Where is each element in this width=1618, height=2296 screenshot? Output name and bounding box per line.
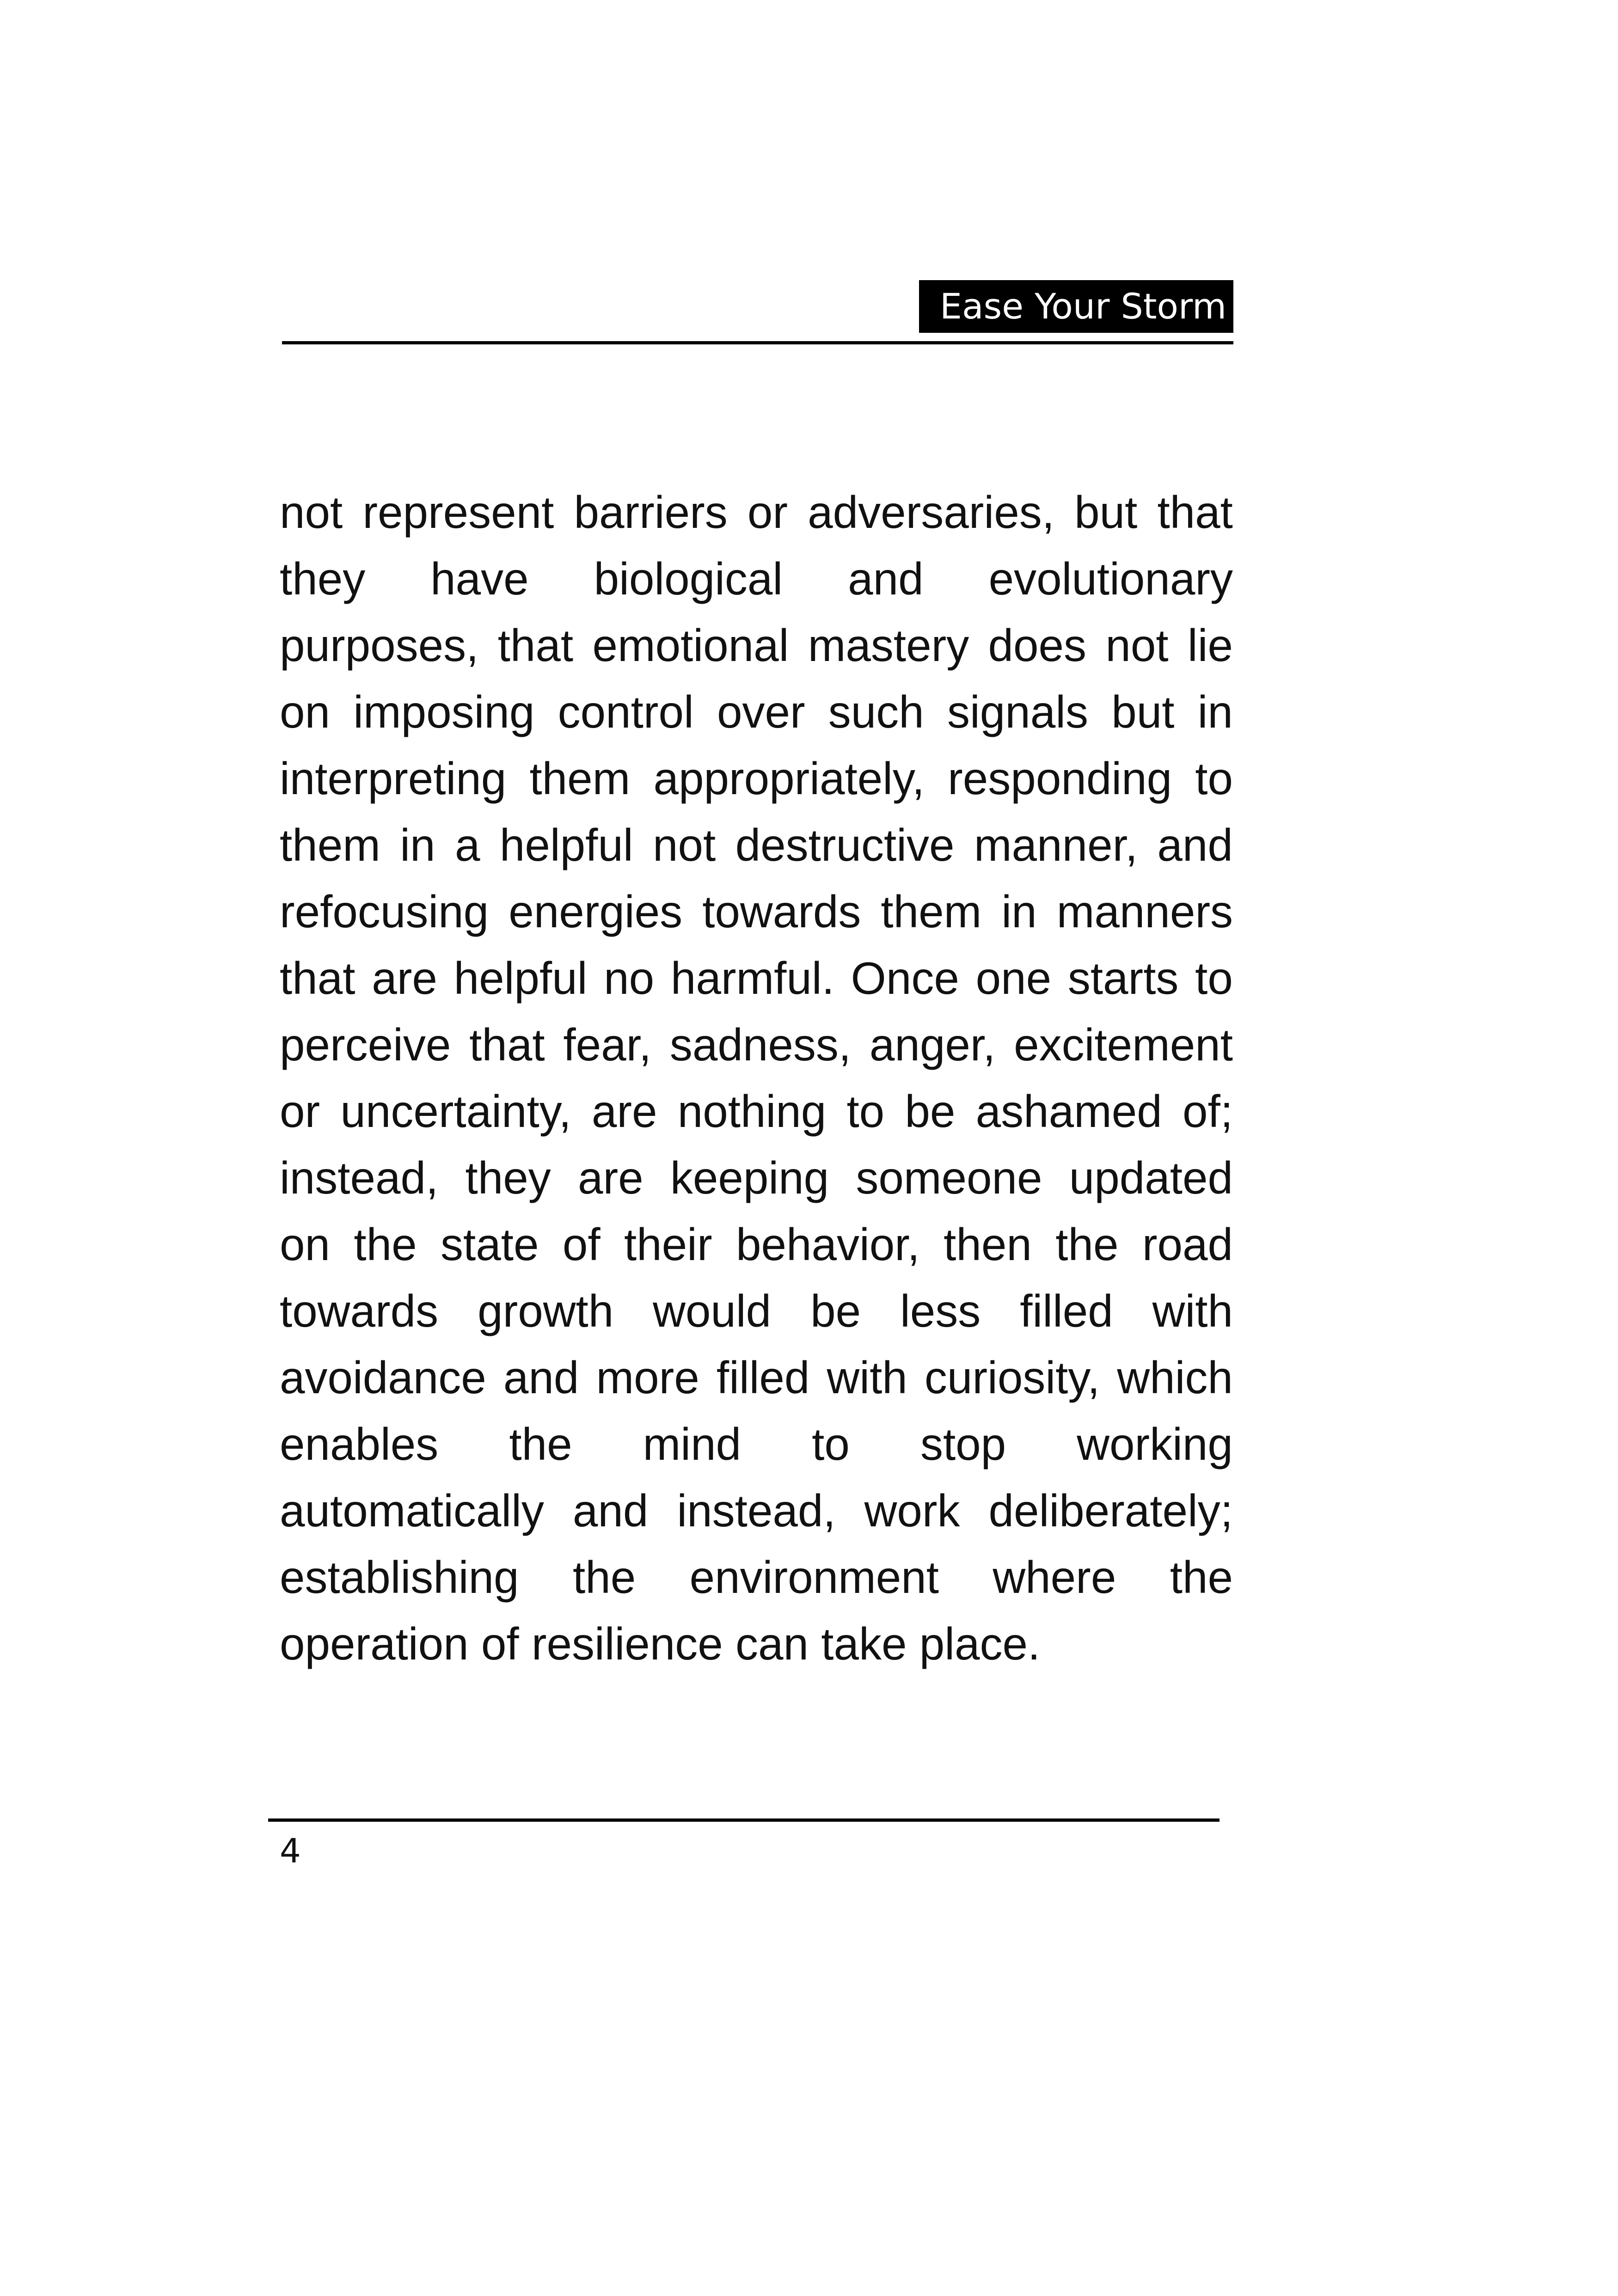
paragraph-word: filled: [716, 1352, 810, 1403]
paragraph-word: fear,: [563, 1019, 652, 1070]
paragraph-word: perceive: [280, 1019, 451, 1070]
paragraph-word: responding: [948, 753, 1172, 804]
paragraph-word: that: [469, 1019, 545, 1070]
paragraph-word: helpful: [454, 953, 588, 1004]
paragraph-word: on: [280, 686, 331, 737]
paragraph-word: mind: [643, 1419, 742, 1469]
page-number: 4: [280, 1831, 301, 1870]
paragraph-line: [280, 612, 1233, 679]
paragraph-word: energies: [509, 886, 683, 937]
paragraph-word: work: [864, 1485, 960, 1536]
paragraph-word: have: [430, 553, 529, 604]
paragraph-line: [280, 1344, 1233, 1411]
paragraph-word: road: [1142, 1219, 1233, 1270]
paragraph-last-line: operation of resilience can take place.: [280, 1618, 1041, 1669]
paragraph-word: evolutionary: [988, 553, 1233, 604]
paragraph-word: to: [846, 1086, 885, 1137]
paragraph-word: that: [1157, 487, 1233, 538]
paragraph-word: imposing: [353, 686, 535, 737]
paragraph-word: them: [881, 886, 982, 937]
paragraph-word: avoidance: [280, 1352, 486, 1403]
paragraph-word: and: [848, 553, 924, 604]
paragraph-line: [280, 1477, 1233, 1544]
paragraph-word: of;: [1182, 1086, 1233, 1137]
paragraph-line: [280, 1145, 1233, 1211]
paragraph-word: stop: [920, 1419, 1006, 1469]
paragraph-word: instead,: [280, 1152, 439, 1203]
paragraph-word: would: [653, 1286, 772, 1336]
paragraph-word: sadness,: [669, 1019, 852, 1070]
paragraph-word: which: [1117, 1352, 1233, 1403]
paragraph-word: on: [280, 1219, 331, 1270]
paragraph-word: adversaries,: [808, 487, 1054, 538]
paragraph-word: emotional: [592, 620, 789, 671]
paragraph-word: Once: [851, 953, 959, 1004]
paragraph-word: working: [1077, 1419, 1233, 1469]
paragraph-word: biological: [594, 553, 783, 604]
paragraph-word: barriers: [574, 487, 728, 538]
paragraph-word: or: [280, 1086, 320, 1137]
paragraph-word: a: [454, 820, 480, 870]
paragraph-word: but: [1111, 686, 1175, 737]
paragraph-word: less: [900, 1286, 981, 1336]
paragraph-word: the: [509, 1419, 572, 1469]
paragraph-word: and: [503, 1352, 579, 1403]
body-paragraph: [280, 479, 1233, 1677]
paragraph-word: be: [810, 1286, 861, 1336]
footer-divider: [268, 1818, 1220, 1822]
paragraph-word: filled: [1020, 1286, 1113, 1336]
paragraph-word: helpful: [499, 820, 633, 870]
paragraph-word: environment: [689, 1552, 939, 1603]
paragraph-word: nothing: [677, 1086, 827, 1137]
paragraph-word: signals: [947, 686, 1089, 737]
paragraph-word: anger,: [869, 1019, 996, 1070]
paragraph-word: that: [497, 620, 574, 671]
paragraph-word: and: [1157, 820, 1233, 870]
paragraph-word: deliberately;: [988, 1485, 1233, 1536]
paragraph-word: their: [624, 1219, 712, 1270]
paragraph-line: [280, 679, 1233, 745]
paragraph-word: establishing: [280, 1552, 519, 1603]
running-header-title: Ease Your Storm: [919, 280, 1233, 333]
paragraph-line: [280, 1278, 1233, 1344]
paragraph-word: to: [1195, 953, 1233, 1004]
paragraph-word: state: [441, 1219, 539, 1270]
paragraph-word: one: [975, 953, 1052, 1004]
paragraph-word: they: [280, 553, 366, 604]
paragraph-line: [280, 1078, 1233, 1145]
paragraph-word: refocusing: [280, 886, 489, 937]
paragraph-word: instead,: [677, 1485, 836, 1536]
paragraph-word: where: [993, 1552, 1116, 1603]
paragraph-line: [280, 812, 1233, 878]
paragraph-word: and: [572, 1485, 649, 1536]
paragraph-word: does: [988, 620, 1087, 671]
paragraph-line: [280, 945, 1233, 1011]
paragraph-word: not: [1105, 620, 1169, 671]
paragraph-word: then: [944, 1219, 1032, 1270]
paragraph-word: the: [1170, 1552, 1233, 1603]
paragraph-word: be: [905, 1086, 956, 1137]
paragraph-word: manner,: [974, 820, 1138, 870]
paragraph-word: over: [717, 686, 805, 737]
paragraph-word: destructive: [735, 820, 955, 870]
paragraph-word: enables: [280, 1419, 439, 1469]
paragraph-word: starts: [1067, 953, 1179, 1004]
paragraph-word: the: [1055, 1219, 1119, 1270]
paragraph-word: towards: [702, 886, 861, 937]
paragraph-word: keeping: [670, 1152, 829, 1203]
paragraph-line: [280, 545, 1233, 612]
paragraph-word: them: [280, 820, 380, 870]
paragraph-word: are: [591, 1086, 657, 1137]
paragraph-word: they: [465, 1152, 551, 1203]
paragraph-word: with: [827, 1352, 907, 1403]
paragraph-word: with: [1152, 1286, 1233, 1336]
paragraph-word: them: [529, 753, 631, 804]
paragraph-word: curiosity,: [924, 1352, 1100, 1403]
paragraph-word: of: [562, 1219, 601, 1270]
paragraph-word: the: [354, 1219, 417, 1270]
paragraph-word: purposes,: [280, 620, 479, 671]
paragraph-word: uncertainty,: [340, 1086, 571, 1137]
paragraph-word: excitement: [1014, 1019, 1233, 1070]
paragraph-word: are: [577, 1152, 644, 1203]
paragraph-word: harmful.: [670, 953, 834, 1004]
paragraph-word: lie: [1187, 620, 1233, 671]
paragraph-word: manners: [1056, 886, 1233, 937]
paragraph-word: automatically: [280, 1485, 544, 1536]
paragraph-word: someone: [856, 1152, 1042, 1203]
paragraph-word: more: [596, 1352, 699, 1403]
paragraph-line: [280, 1544, 1233, 1610]
paragraph-word: updated: [1069, 1152, 1233, 1203]
paragraph-word: towards: [280, 1286, 439, 1336]
paragraph-word: or: [747, 487, 788, 538]
paragraph-word: that: [280, 953, 355, 1004]
paragraph-word: such: [828, 686, 924, 737]
paragraph-word: mastery: [808, 620, 969, 671]
paragraph-word: control: [558, 686, 694, 737]
paragraph-word: ashamed: [975, 1086, 1162, 1137]
paragraph-word: but: [1074, 487, 1138, 538]
paragraph-word: behavior,: [735, 1219, 920, 1270]
paragraph-word: not: [280, 487, 343, 538]
paragraph-word: are: [372, 953, 437, 1004]
paragraph-word: not: [653, 820, 716, 870]
paragraph-word: appropriately,: [653, 753, 925, 804]
paragraph-line: [280, 745, 1233, 812]
paragraph-line: [280, 878, 1233, 945]
paragraph-line: [280, 479, 1233, 545]
paragraph-word: no: [604, 953, 655, 1004]
paragraph-word: growth: [478, 1286, 614, 1336]
paragraph-word: in: [1197, 686, 1233, 737]
paragraph-line: [280, 1011, 1233, 1078]
header-divider: [282, 341, 1233, 344]
paragraph-line: [280, 1211, 1233, 1278]
paragraph-word: the: [573, 1552, 636, 1603]
paragraph-line: [280, 1411, 1233, 1477]
paragraph-word: represent: [362, 487, 554, 538]
paragraph-word: interpreting: [280, 753, 507, 804]
paragraph-word: in: [1001, 886, 1037, 937]
paragraph-word: in: [400, 820, 435, 870]
paragraph-word: to: [812, 1419, 850, 1469]
paragraph-word: to: [1195, 753, 1233, 804]
